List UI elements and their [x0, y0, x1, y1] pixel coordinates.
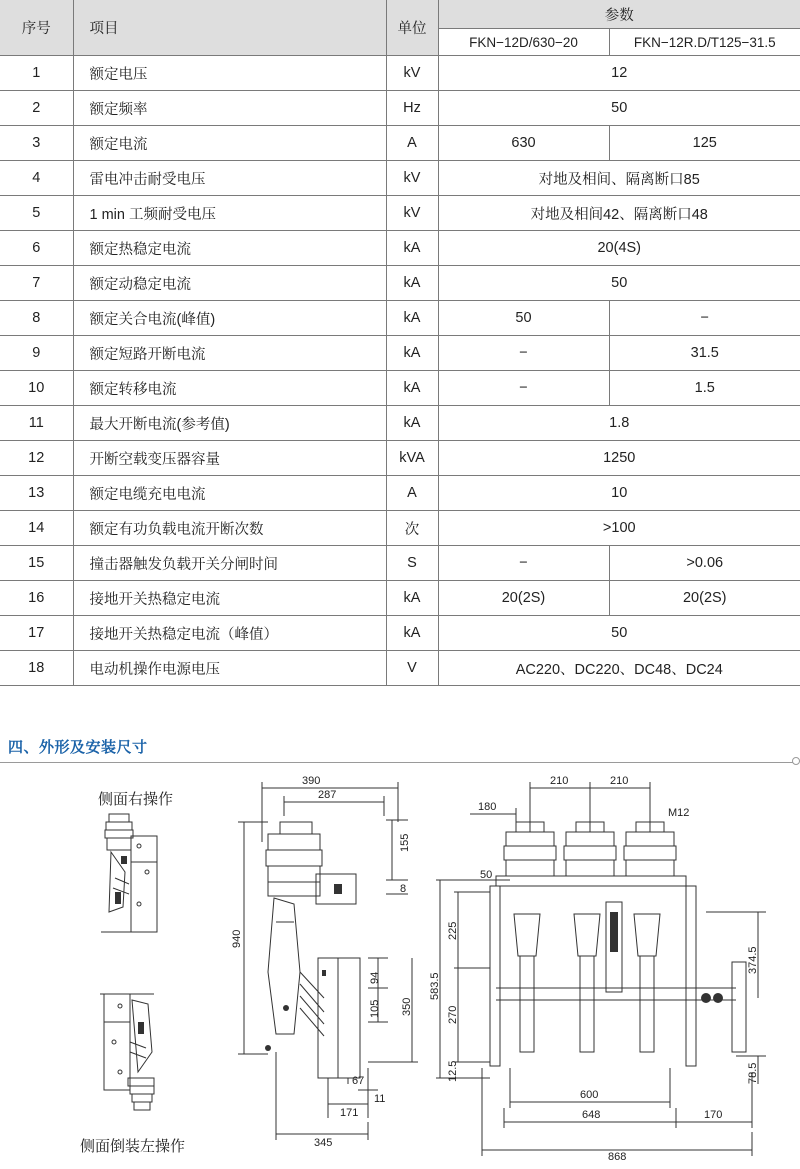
dim-side-350: 350	[401, 997, 413, 1016]
dim-side-940: 940	[231, 929, 243, 948]
row-index: 17	[0, 616, 73, 651]
dim-side-67: 67	[352, 1075, 365, 1087]
dim-side-345: 345	[314, 1137, 333, 1149]
row-index: 4	[0, 161, 73, 196]
table-row	[0, 336, 800, 371]
table-row	[0, 56, 800, 91]
dim-side-105: 105	[369, 999, 381, 1018]
row-item: 电动机操作电源电压	[73, 651, 386, 686]
dim-front-m12: M12	[668, 807, 690, 819]
row-item: 额定关合电流(峰值)	[73, 301, 386, 336]
row-item: 额定转移电流	[73, 371, 386, 406]
dim-side-11: 11	[374, 1093, 386, 1105]
row-index: 10	[0, 371, 73, 406]
row-index: 15	[0, 546, 73, 581]
dim-side-8: 8	[400, 883, 407, 895]
row-value-b: 31.5	[609, 336, 800, 371]
header-item: 项目	[73, 0, 386, 56]
dim-side-287: 287	[318, 789, 337, 801]
dim-front-600: 600	[580, 1089, 599, 1101]
row-value-b: 1.5	[609, 371, 800, 406]
row-unit: kA	[386, 616, 438, 651]
row-unit: A	[386, 126, 438, 161]
header-model-b: FKN−12R.D/T125−31.5	[609, 29, 800, 56]
row-unit: kA	[386, 231, 438, 266]
table-row	[0, 581, 800, 616]
dim-front-210-a: 210	[550, 775, 569, 787]
table-row	[0, 651, 800, 686]
row-unit: 次	[386, 511, 438, 546]
header-params: 参数	[438, 0, 800, 29]
row-unit: kA	[386, 266, 438, 301]
side-view-left-op-drawing	[98, 982, 168, 1122]
row-index: 18	[0, 651, 73, 686]
row-item: 额定热稳定电流	[73, 231, 386, 266]
dim-side-390: 390	[302, 775, 321, 787]
row-item: 接地开关热稳定电流	[73, 581, 386, 616]
row-value-b: >0.06	[609, 546, 800, 581]
dim-side-94: 94	[369, 971, 381, 984]
row-unit: kA	[386, 371, 438, 406]
row-value: 10	[438, 476, 800, 511]
row-item: 开断空载变压器容量	[73, 441, 386, 476]
row-value: 1.8	[438, 406, 800, 441]
row-value: 50	[438, 616, 800, 651]
row-item: 额定频率	[73, 91, 386, 126]
caption-left-operation: 侧面倒装左操作	[80, 1138, 186, 1155]
dim-front-225: 225	[447, 921, 459, 940]
row-unit: kVA	[386, 441, 438, 476]
dim-front-170: 170	[704, 1109, 723, 1121]
row-unit: kV	[386, 196, 438, 231]
row-index: 7	[0, 266, 73, 301]
row-value-b: 20(2S)	[609, 581, 800, 616]
dim-front-648: 648	[582, 1109, 601, 1121]
dim-front-868: 868	[608, 1151, 627, 1163]
row-unit: kA	[386, 406, 438, 441]
dim-front-180: 180	[478, 801, 497, 813]
row-index: 9	[0, 336, 73, 371]
row-value-a: −	[438, 371, 609, 406]
side-view-right-op-drawing	[95, 812, 165, 947]
front-view-dimension-drawing	[429, 772, 776, 1163]
row-item: 额定电流	[73, 126, 386, 161]
table-row	[0, 266, 800, 301]
row-value: 1250	[438, 441, 800, 476]
row-value-b: 125	[609, 126, 800, 161]
table-row	[0, 161, 800, 196]
table-row	[0, 231, 800, 266]
row-index: 12	[0, 441, 73, 476]
table-row	[0, 301, 800, 336]
row-index: 14	[0, 511, 73, 546]
table-row	[0, 196, 800, 231]
table-row	[0, 371, 800, 406]
row-unit: kV	[386, 161, 438, 196]
row-value-a: 630	[438, 126, 609, 161]
row-value: 50	[438, 266, 800, 301]
dim-front-583: 583.5	[429, 972, 441, 1000]
dim-front-270: 270	[447, 1005, 459, 1024]
row-value-a: 20(2S)	[438, 581, 609, 616]
caption-right-operation: 侧面右操作	[98, 791, 174, 808]
dim-side-171: 171	[340, 1107, 359, 1119]
table-row	[0, 406, 800, 441]
row-value: 12	[438, 56, 800, 91]
dim-side-155: 155	[399, 833, 411, 852]
section-divider-end-icon	[792, 757, 800, 765]
row-value-a: −	[438, 336, 609, 371]
table-row	[0, 91, 800, 126]
table-row	[0, 441, 800, 476]
row-item: 雷电冲击耐受电压	[73, 161, 386, 196]
row-index: 5	[0, 196, 73, 231]
row-index: 11	[0, 406, 73, 441]
row-item: 接地开关热稳定电流（峰值）	[73, 616, 386, 651]
row-index: 13	[0, 476, 73, 511]
dim-front-374: 374.5	[747, 946, 759, 974]
row-value-a: 50	[438, 301, 609, 336]
row-value: 50	[438, 91, 800, 126]
row-value: >100	[438, 511, 800, 546]
row-value: 20(4S)	[438, 231, 800, 266]
side-view-dimension-drawing	[228, 772, 428, 1152]
row-unit: kA	[386, 301, 438, 336]
section-title: 四、外形及安装尺寸	[8, 739, 148, 756]
row-value-b: −	[609, 301, 800, 336]
row-unit: V	[386, 651, 438, 686]
row-index: 3	[0, 126, 73, 161]
row-unit: kA	[386, 581, 438, 616]
row-unit: kV	[386, 56, 438, 91]
table-row	[0, 511, 800, 546]
row-value: 对地及相间42、隔离断口48	[438, 196, 800, 231]
row-item: 撞击器触发负载开关分闸时间	[73, 546, 386, 581]
row-item: 额定电压	[73, 56, 386, 91]
row-index: 2	[0, 91, 73, 126]
row-unit: kA	[386, 336, 438, 371]
dim-front-210-b: 210	[610, 775, 629, 787]
row-index: 6	[0, 231, 73, 266]
row-unit: A	[386, 476, 438, 511]
row-item: 额定有功负载电流开断次数	[73, 511, 386, 546]
row-value: AC220、DC220、DC48、DC24	[438, 651, 800, 686]
dim-front-50: 50	[480, 869, 493, 881]
row-value-a: −	[438, 546, 609, 581]
row-item: 1 min 工频耐受电压	[73, 196, 386, 231]
row-unit: Hz	[386, 91, 438, 126]
table-row	[0, 476, 800, 511]
dim-front-78: 78.5	[747, 1062, 759, 1084]
section-divider	[0, 762, 793, 763]
row-item: 额定电缆充电电流	[73, 476, 386, 511]
row-item: 最大开断电流(参考值)	[73, 406, 386, 441]
header-model-a: FKN−12D/630−20	[438, 29, 609, 56]
row-index: 16	[0, 581, 73, 616]
dim-front-12: 12.5	[447, 1060, 459, 1082]
header-index: 序号	[0, 0, 73, 56]
row-item: 额定动稳定电流	[73, 266, 386, 301]
row-unit: S	[386, 546, 438, 581]
table-header-row	[0, 0, 800, 29]
header-unit: 单位	[386, 0, 438, 56]
table-row	[0, 546, 800, 581]
row-value: 对地及相间、隔离断口85	[438, 161, 800, 196]
table-row	[0, 616, 800, 651]
row-index: 1	[0, 56, 73, 91]
row-index: 8	[0, 301, 73, 336]
table-row	[0, 126, 800, 161]
row-item: 额定短路开断电流	[73, 336, 386, 371]
